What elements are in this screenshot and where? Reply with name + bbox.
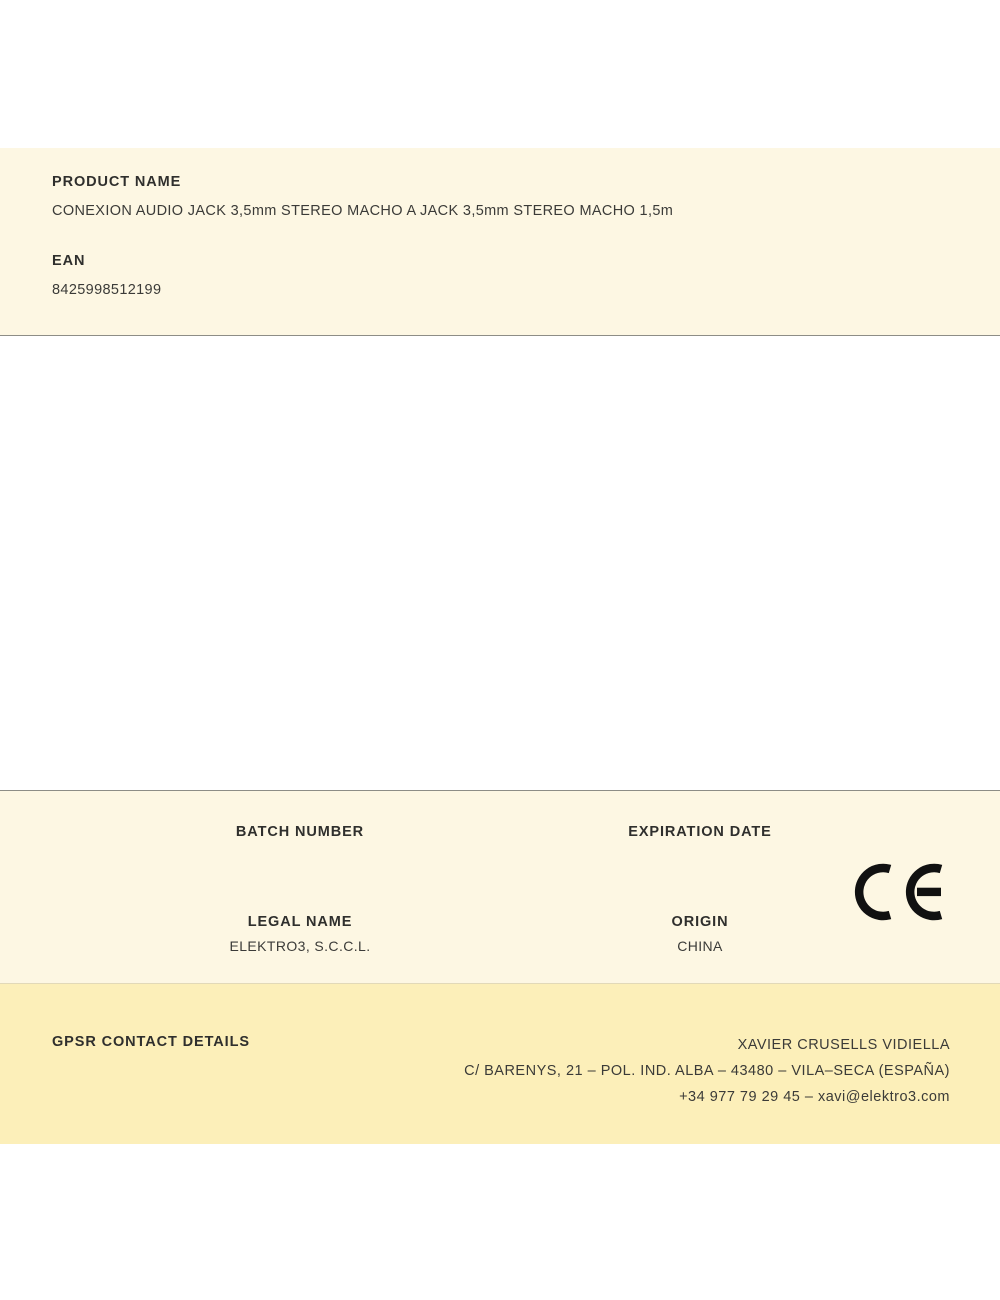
product-name-label: PRODUCT NAME (52, 174, 182, 190)
product-info-band (0, 148, 1000, 336)
compliance-info-grid (0, 791, 1000, 983)
gpsr-contact-address: C/ BARENYS, 21 – POL. IND. ALBA – 43480 – VILA–SECA (ESPAÑA) (464, 1063, 950, 1079)
origin-label: ORIGIN (671, 914, 729, 930)
gpsr-contact-details (464, 1032, 950, 1110)
expiration-date-label: EXPIRATION DATE (628, 824, 772, 840)
origin-field (530, 914, 870, 954)
ean-label: EAN (52, 253, 86, 269)
product-name-value: CONEXION AUDIO JACK 3,5mm STEREO MACHO A JACK 3,5mm STEREO MACHO 1,5m (52, 203, 674, 219)
batch-number-field (130, 824, 470, 848)
product-image-area (0, 336, 1000, 790)
origin-value: CHINA (677, 938, 723, 954)
gpsr-contact-name: XAVIER CRUSELLS VIDIELLA (737, 1037, 950, 1053)
spacer (52, 219, 948, 253)
legal-name-field (130, 914, 470, 954)
gpsr-contact-phone-email: +34 977 79 29 45 – xavi@elektro3.com (679, 1089, 950, 1105)
gpsr-contact-label: GPSR CONTACT DETAILS (52, 1034, 250, 1050)
compliance-info-band (0, 790, 1000, 984)
batch-number-label: BATCH NUMBER (235, 824, 365, 840)
expiration-date-field (530, 824, 870, 848)
legal-name-value: ELEKTRO3, S.C.C.L. (229, 938, 371, 954)
legal-name-label: LEGAL NAME (247, 914, 353, 930)
product-info-content (0, 148, 1000, 298)
gpsr-contact-band (0, 984, 1000, 1144)
ean-value: 8425998512199 (52, 282, 162, 298)
ce-marking-icon (853, 861, 945, 923)
